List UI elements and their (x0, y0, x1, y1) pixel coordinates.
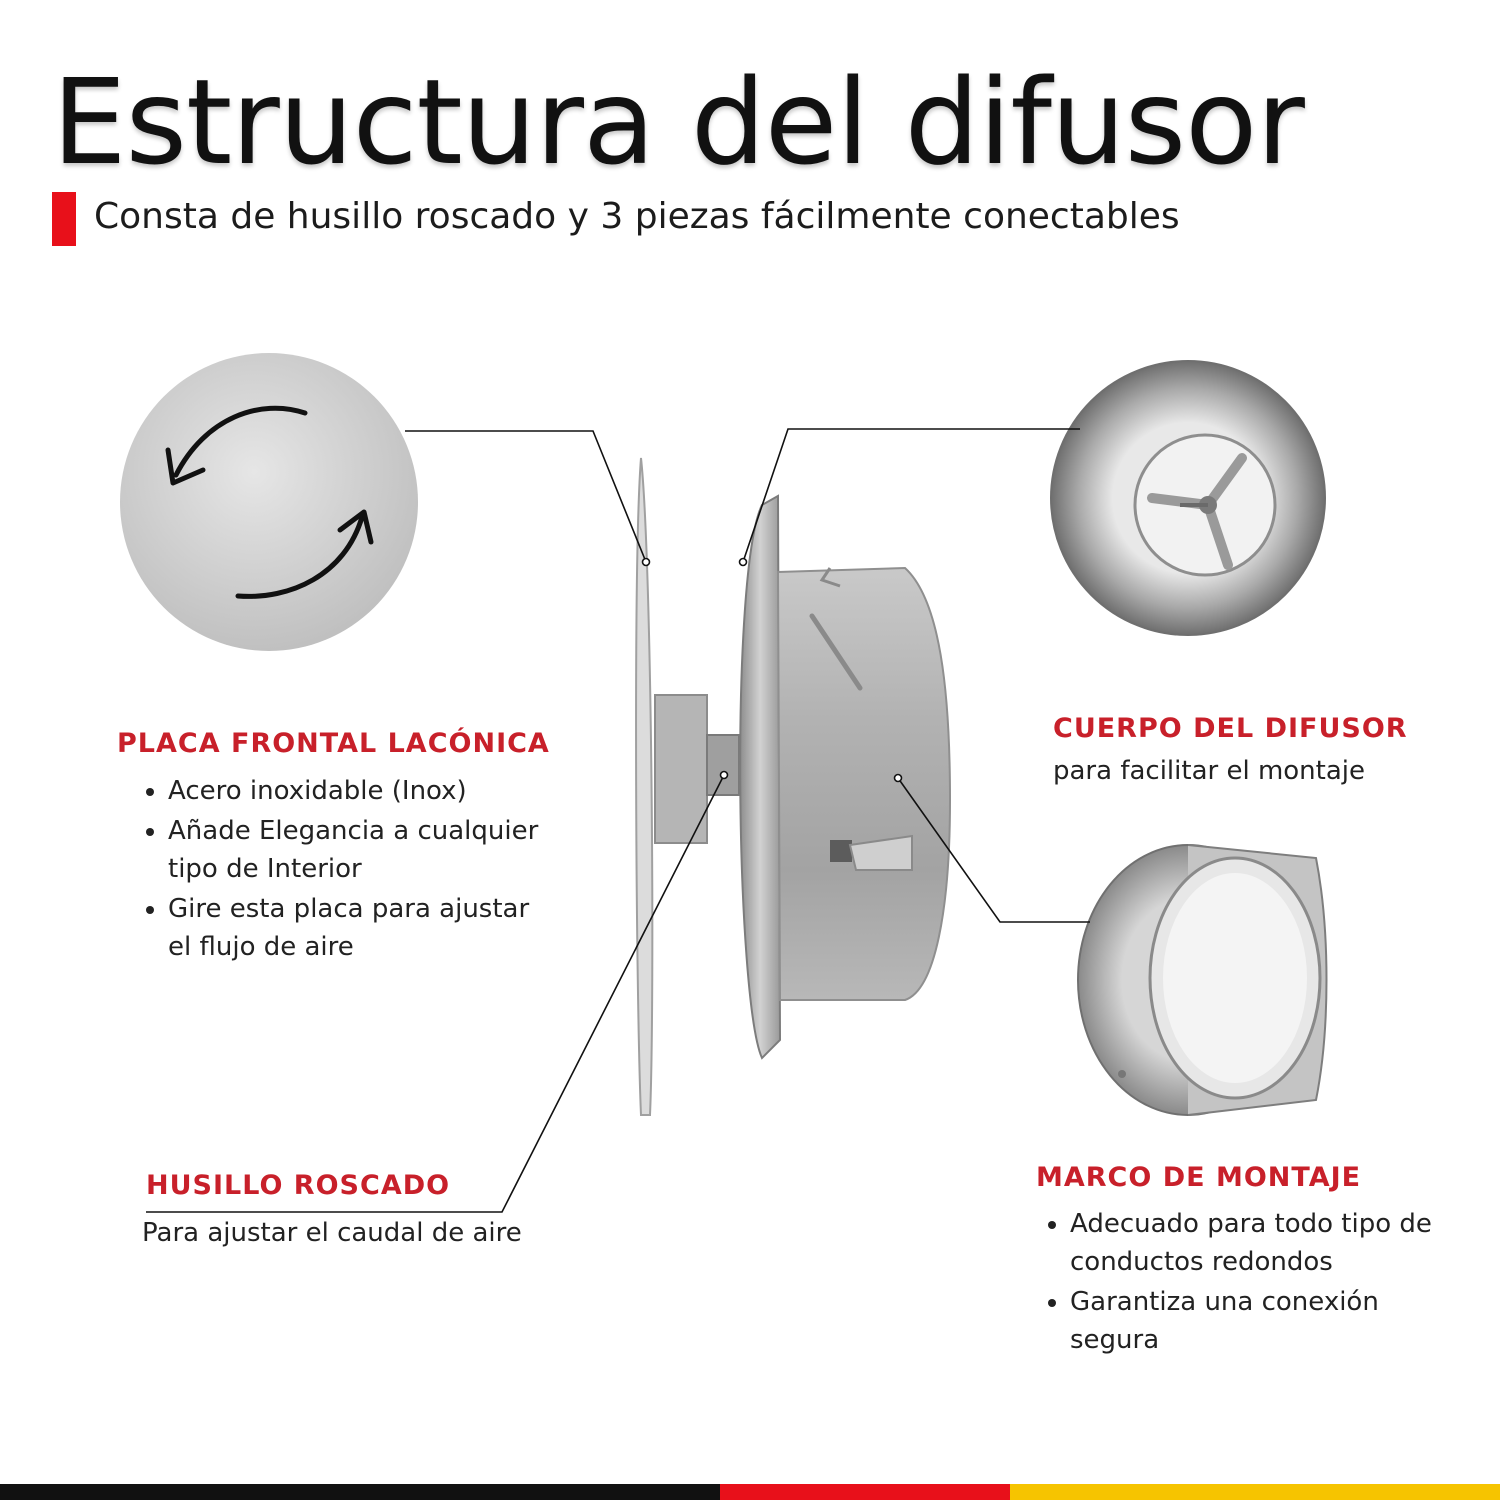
page-title: Estructura del difusor (52, 53, 1304, 191)
spindle-text: Para ajustar el caudal de aire (142, 1218, 522, 1248)
body-heading: CUERPO DEL DIFUSOR (1053, 713, 1408, 744)
diffuser-body-front (1051, 361, 1325, 635)
bottom-bar-yellow (1010, 1484, 1500, 1500)
frame-bullets (1042, 1205, 1470, 1361)
mounting-frame (1078, 845, 1327, 1115)
front-plate-bullets (140, 772, 558, 968)
front-plate-heading: PLACA FRONTAL LACÓNICA (117, 728, 550, 759)
bottom-bar-red (720, 1484, 1010, 1500)
bottom-color-bar (0, 1484, 1500, 1500)
threaded-spindle (707, 735, 739, 795)
frame-heading: MARCO DE MONTAJE (1036, 1162, 1362, 1193)
frame-bullet: • Adecuado para todo tipo de conductos redondos (1070, 1205, 1470, 1281)
diffuser-body-side (740, 496, 950, 1058)
front-plate-side (636, 458, 739, 1115)
bottom-bar-dark (0, 1484, 720, 1500)
frame-bullet: • Garantiza una conexión segura (1070, 1283, 1470, 1359)
front-plate-bullet: • Añade Elegancia a cualquier tipo de Interior (168, 812, 558, 888)
spindle-heading: HUSILLO ROSCADO (146, 1170, 451, 1201)
front-plate-disk (120, 353, 418, 651)
body-text: para facilitar el montaje (1053, 756, 1365, 786)
front-plate-bullet: • Acero inoxidable (Inox) (168, 772, 558, 810)
front-plate-bullet: • Gire esta placa para ajustar el flujo de aire (168, 890, 558, 966)
page-subtitle: Consta de husillo roscado y 3 piezas fácilmente conectables (94, 196, 1180, 237)
